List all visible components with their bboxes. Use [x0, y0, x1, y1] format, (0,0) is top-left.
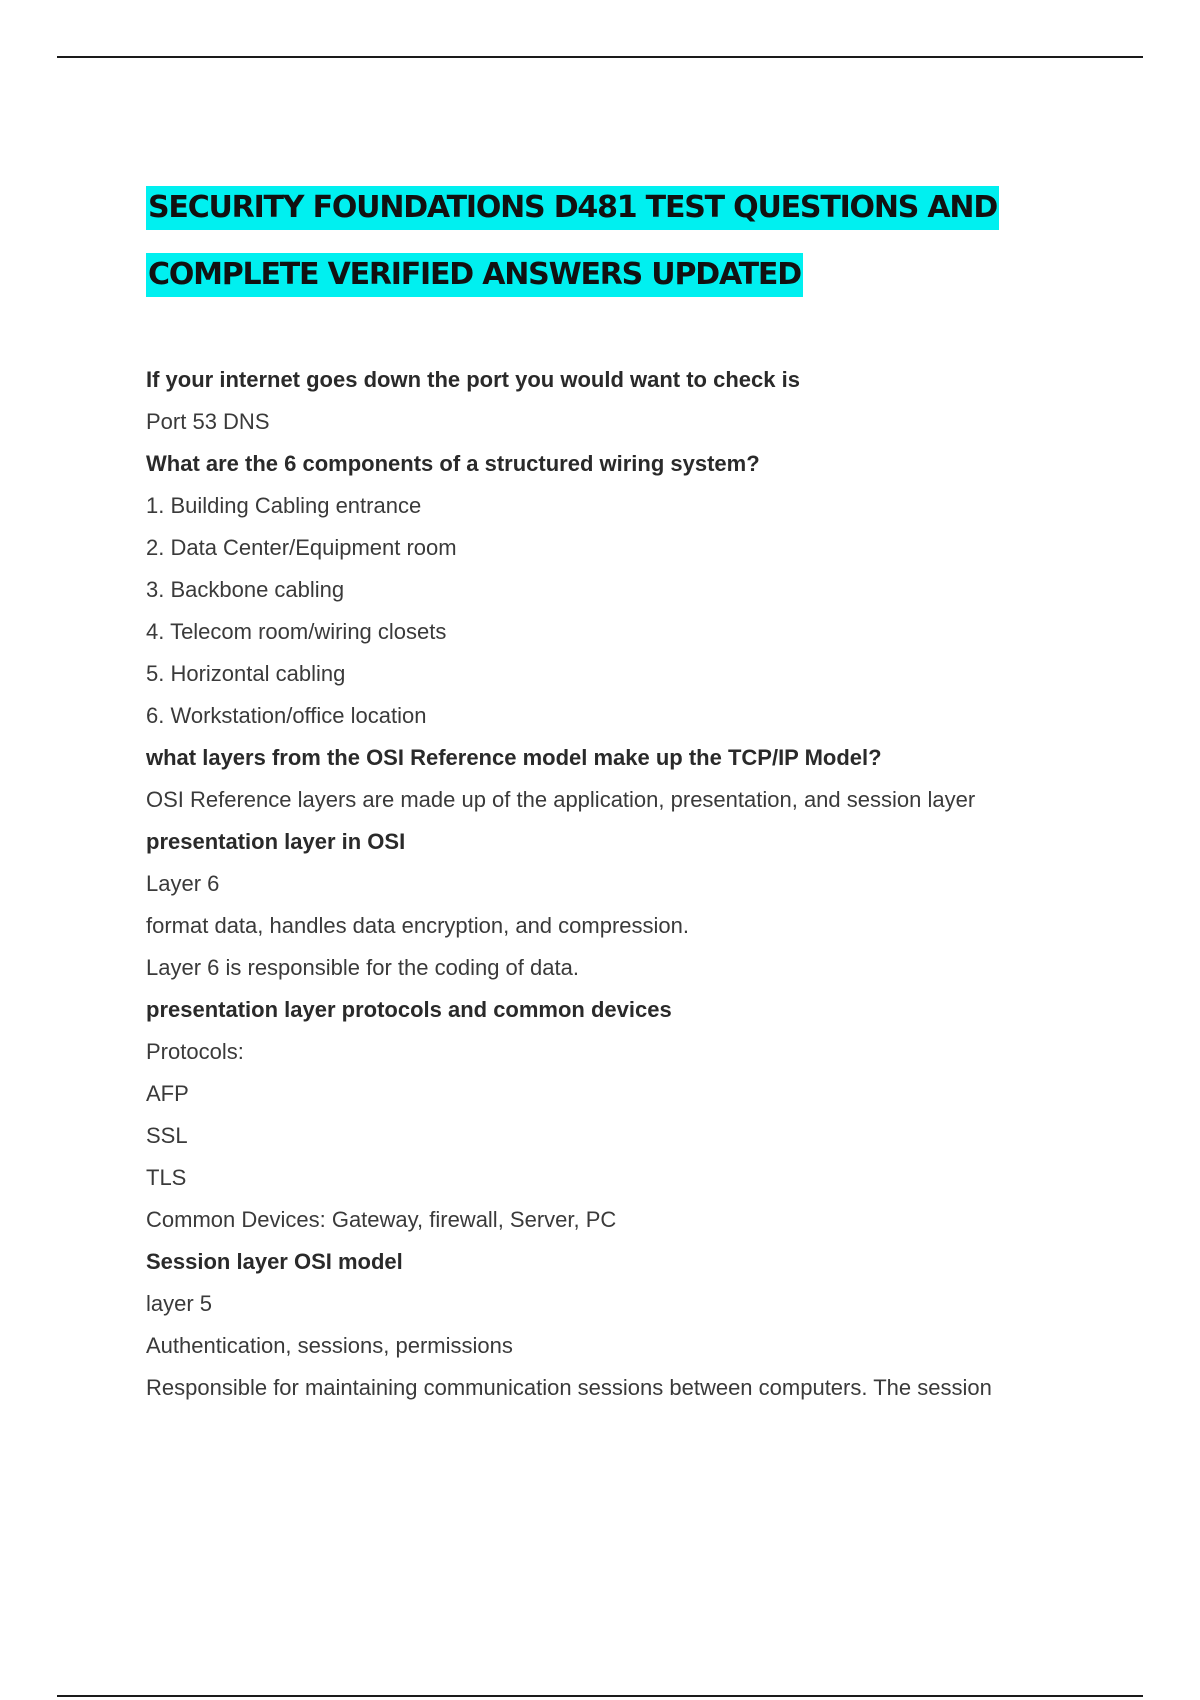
question-text: what layers from the OSI Reference model make up the TCP/IP Model? — [146, 745, 882, 770]
top-rule — [57, 56, 1143, 58]
document-title — [146, 186, 1106, 320]
answer-line: Port 53 DNS — [146, 409, 270, 434]
qa-item — [146, 989, 1106, 1241]
question-text: presentation layer in OSI — [146, 829, 406, 854]
answer-line: layer 5 — [146, 1291, 213, 1316]
question-text: Session layer OSI model — [146, 1249, 403, 1274]
answer-line: format data, handles data encryption, and compression. — [146, 913, 689, 938]
answer-line: Layer 6 is responsible for the coding of data. — [146, 955, 579, 980]
document-body — [146, 186, 1106, 1409]
qa-item — [146, 359, 1106, 443]
answer-line: AFP — [146, 1081, 189, 1106]
title-line-2 — [146, 253, 1106, 320]
answer-line: 6. Workstation/office location — [146, 703, 427, 728]
answer-line: 1. Building Cabling entrance — [146, 493, 422, 518]
title-line-1 — [146, 186, 1106, 253]
qa-item — [146, 737, 1106, 821]
qa-list — [146, 359, 1106, 1409]
answer-line: 2. Data Center/Equipment room — [146, 535, 457, 560]
answer-line: OSI Reference layers are made up of the application, presentation, and session layer — [146, 787, 976, 812]
bottom-rule — [57, 1695, 1143, 1697]
title-highlight-2: COMPLETE VERIFIED ANSWERS UPDATED — [146, 253, 803, 297]
answer-line: 5. Horizontal cabling — [146, 661, 346, 686]
answer-line: SSL — [146, 1123, 188, 1148]
answer-line: 3. Backbone cabling — [146, 577, 345, 602]
answer-line: Authentication, sessions, permissions — [146, 1333, 513, 1358]
qa-item — [146, 1241, 1106, 1409]
qa-item — [146, 821, 1106, 989]
qa-item — [146, 443, 1106, 737]
answer-line: Common Devices: Gateway, firewall, Server, PC — [146, 1207, 617, 1232]
question-text: presentation layer protocols and common devices — [146, 997, 672, 1022]
answer-line: 4. Telecom room/wiring closets — [146, 619, 447, 644]
title-highlight-1: SECURITY FOUNDATIONS D481 TEST QUESTIONS AND — [146, 186, 999, 230]
question-text: What are the 6 components of a structured wiring system? — [146, 451, 760, 476]
question-text: If your internet goes down the port you would want to check is — [146, 367, 800, 392]
answer-line: Layer 6 — [146, 871, 220, 896]
answer-line: Responsible for maintaining communication sessions between computers. The session — [146, 1375, 992, 1400]
answer-line: Protocols: — [146, 1039, 244, 1064]
answer-line: TLS — [146, 1165, 187, 1190]
